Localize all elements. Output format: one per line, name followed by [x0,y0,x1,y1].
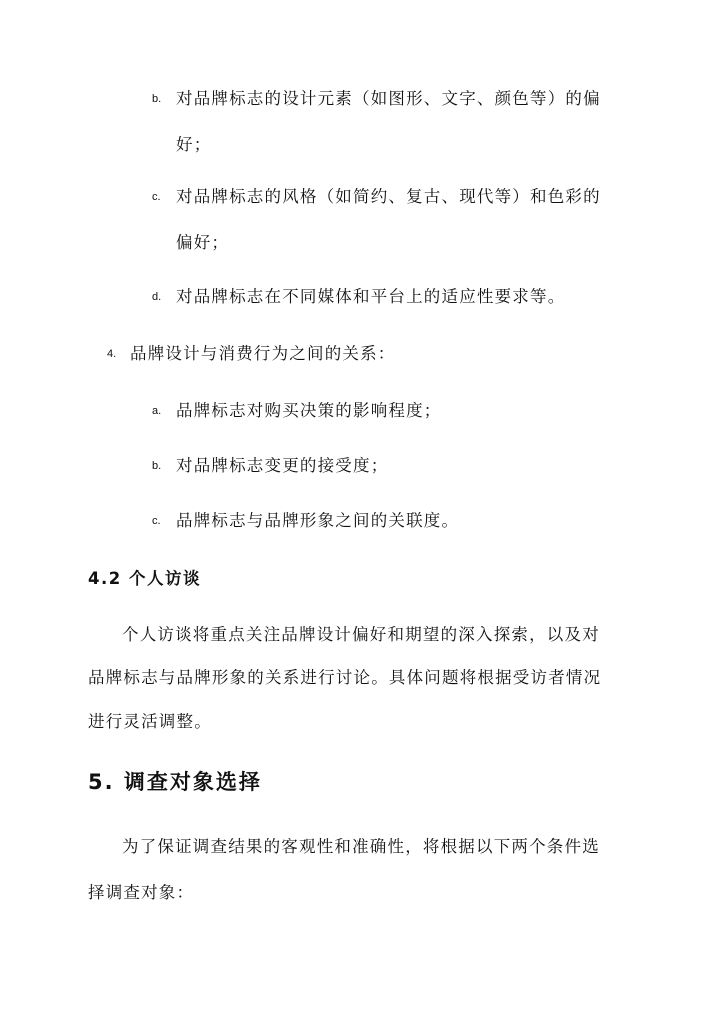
sub-list-item-a-text: 品牌标志对购买决策的影响程度； [176,401,442,420]
list-marker-c: c. [152,191,161,203]
list-item-d-text: 对品牌标志在不同媒体和平台上的适应性要求等。 [176,287,566,306]
paragraph-line: 择调查对象： [88,883,195,902]
sub-list-marker-b: b. [152,460,162,472]
paragraph-line: 个人访谈将重点关注品牌设计偏好和期望的深入探索，以及对 [122,625,600,644]
sub-list-marker-c: c. [152,515,161,527]
section-heading-5: 5. 调查对象选择 [88,770,262,794]
paragraph-line: 品牌标志与品牌形象的关系进行讨论。具体问题将根据受访者情况 [88,668,602,687]
list-item-b-text-line1: 对品牌标志的设计元素（如图形、文字、颜色等）的偏 [176,89,601,108]
sub-list-item-c-text: 品牌标志与品牌形象之间的关联度。 [176,511,460,530]
list-item-b-text-line2: 好； [176,135,212,154]
list-item-c-text-line2: 偏好； [176,233,230,252]
list-item-c-text-line1: 对品牌标志的风格（如简约、复古、现代等）和色彩的 [176,187,601,206]
sub-list-marker-a: a. [152,405,162,417]
list-marker-d: d. [152,291,162,303]
section-heading-4-2: 4.2 个人访谈 [88,569,201,588]
sub-list-item-b-text: 对品牌标志变更的接受度； [176,456,389,475]
list-marker-b: b. [152,93,162,105]
paragraph-line: 进行灵活调整。 [88,712,212,731]
paragraph-line: 为了保证调查结果的客观性和准确性，将根据以下两个条件选 [122,837,600,856]
list-item-4-text: 品牌设计与消费行为之间的关系： [130,344,396,363]
list-marker-4: 4. [107,348,117,360]
